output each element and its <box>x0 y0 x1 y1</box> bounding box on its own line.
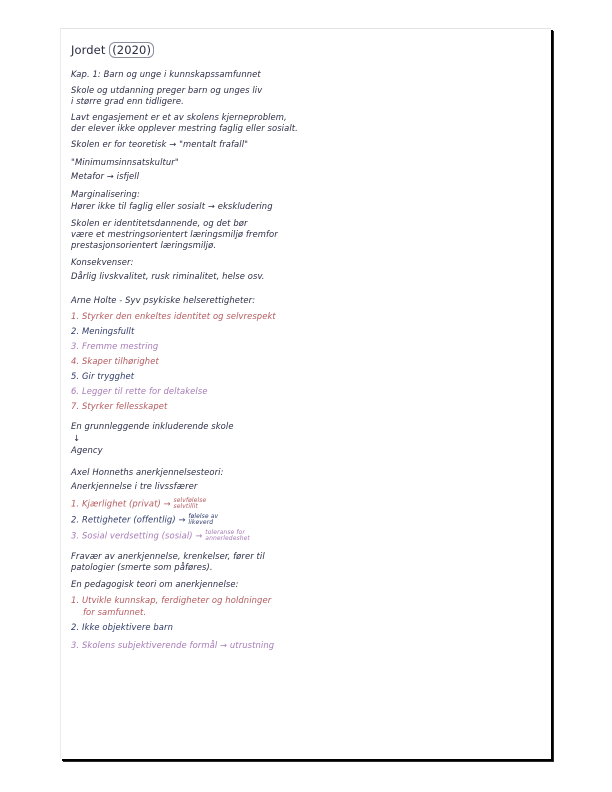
holte-item: 2. Meningsfullt <box>71 326 135 336</box>
sphere-item <box>71 530 250 542</box>
note-line: "Minimumsinnsatskultur" <box>71 157 179 167</box>
note-line: Dårlig livskvalitet, rusk riminalitet, helse osv. <box>71 271 265 281</box>
note-line: patologier (smerte som påføres). <box>71 562 213 572</box>
note-heading: Marginalisering: <box>71 189 140 199</box>
pedagogy-item: 3. Skolens subjektiverende formål → utrustning <box>71 640 275 650</box>
holte-item: 1. Styrker den enkeltes identitet og selvrespekt <box>71 311 276 321</box>
agency-line: Agency <box>71 445 103 455</box>
honneth-heading: Axel Honneths anerkjennelsesteori: <box>71 467 224 477</box>
note-line: der elever ikke opplever mestring faglig eller sosialt. <box>71 123 298 133</box>
note-line: Skole og utdanning preger barn og unges liv <box>71 85 263 95</box>
sphere-result-line: følelse av <box>188 513 219 520</box>
holte-item: 3. Fremme mestring <box>71 341 159 351</box>
page-title <box>71 43 154 57</box>
sphere-item <box>71 498 206 510</box>
inclusion-line: En grunnleggende inkluderende skole <box>71 421 234 431</box>
title-text: Jordet <box>71 43 106 57</box>
pedagogy-heading: En pedagogisk teori om anerkjennelse: <box>71 579 239 589</box>
note-heading: Konsekvenser: <box>71 257 134 267</box>
holte-item: 6. Legger til rette for deltakelse <box>71 386 208 396</box>
note-line: Metafor → isfjell <box>71 171 140 181</box>
sphere-result-line: selvtillit <box>173 503 198 510</box>
note-line: Skolen er for teoretisk → "mentalt frafall" <box>71 139 249 149</box>
sphere-label: 2. Rettigheter (offentlig) → <box>71 514 186 525</box>
holte-item: 5. Gir trygghet <box>71 371 135 381</box>
sphere-result-line: toleranse for <box>205 529 245 536</box>
sphere-result-line: annerledeshet <box>205 535 250 542</box>
note-line: i større grad enn tidligere. <box>71 96 184 106</box>
sphere-label: 3. Sosial verdsetting (sosial) → <box>71 530 203 541</box>
note-line: Skolen er identitetsdannende, og det bør <box>71 218 248 228</box>
chapter-heading: Kap. 1: Barn og unge i kunnskapssamfunnet <box>71 69 261 79</box>
sphere-result-line: likeverd <box>188 519 214 526</box>
note-sheet <box>60 28 551 759</box>
holte-item: 7. Styrker fellesskapet <box>71 401 168 411</box>
pedagogy-item: 1. Utvikle kunnskap, ferdigheter og holdninger <box>71 595 272 605</box>
holte-heading: Arne Holte - Syv psykiske helserettigheter: <box>71 295 256 305</box>
note-line: Fravær av anerkjennelse, krenkelser, fører til <box>71 551 265 561</box>
title-year: (2020) <box>109 42 154 58</box>
sphere-result <box>205 530 250 542</box>
note-line: Hører ikke til faglig eller sosialt → ekskludering <box>71 201 273 211</box>
down-arrow-icon: ↓ <box>73 433 81 443</box>
sphere-item <box>71 514 218 526</box>
pedagogy-item: 2. Ikke objektivere barn <box>71 622 173 632</box>
sphere-result <box>173 498 206 510</box>
note-line: være et mestringsorientert læringsmiljø fremfor <box>71 229 278 239</box>
sphere-result <box>188 514 218 526</box>
pedagogy-item-continued: for samfunnet. <box>83 607 147 617</box>
note-line: prestasjonsorientert læringsmiljø. <box>71 240 217 250</box>
note-line: Lavt engasjement er et av skolens kjerneproblem, <box>71 112 287 122</box>
honneth-subheading: Anerkjennelse i tre livssfærer <box>71 481 198 491</box>
sphere-label: 1. Kjærlighet (privat) → <box>71 498 171 509</box>
sphere-result-line: selvfølelse <box>173 497 207 504</box>
holte-item: 4. Skaper tilhørighet <box>71 356 159 366</box>
